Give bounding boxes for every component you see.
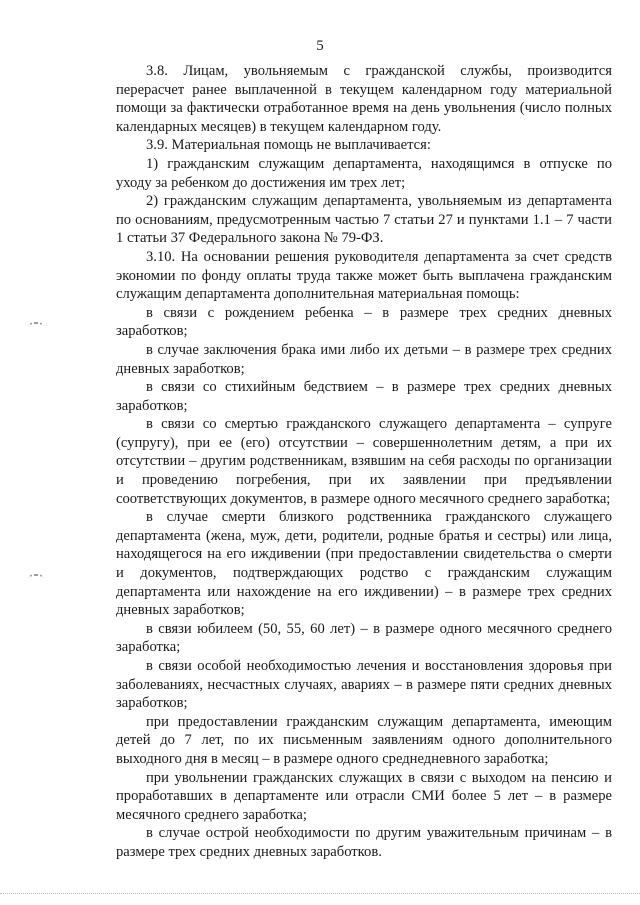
page-number: 5 bbox=[316, 38, 324, 54]
list-item-other-reasons: в случае острой необходимости по другим уважительным причинам – в размере трех средних дневных заработков. bbox=[116, 825, 612, 860]
scan-bottom-edge bbox=[0, 893, 640, 894]
list-item-3-9-2: 2) гражданским служащим департамента, увольняемым из департамента по основаниям, предусмотренным частью 7 статьи 27 и пунктами 1.1 – 7 части 1 статьи 37 Федерального закона № 79-ФЗ. bbox=[116, 193, 612, 247]
list-item-jubilee: в связи юбилеем (50, 55, 60 лет) – в размере одного месячного среднего заработка; bbox=[116, 620, 612, 656]
list-item-3-9-1: 1) гражданским служащим департамента, находящимся в отпуске по уходу за ребенком до достижения им трех лет; bbox=[116, 155, 612, 191]
list-item-marriage: в случае заключения брака ими либо их детьми – в размере трех средних дневных заработков; bbox=[116, 341, 612, 377]
list-item-employee-death: в связи со смертью гражданского служащего департамента – супруге (супругу), при ее (его) отсутствии – совершеннолетним детям, а при их отсутствии – другим родственникам, взявшим на себя расходы по организации и проведению погребения, при их заявлении при предъявлении соответствующих документов, в размере одного месячного среднего заработка; bbox=[116, 416, 612, 507]
paragraph-3-10: 3.10. На основании решения руководителя департамента за счет средств экономии по фонду оплаты труда также может быть выплачена гражданским служащим департамента дополнительная материальная помощь: bbox=[116, 248, 612, 303]
document-body bbox=[116, 62, 612, 862]
list-item-birth: в связи с рождением ребенка – в размере трех средних дневных заработков; bbox=[116, 304, 612, 340]
scan-artifact-mark bbox=[28, 322, 44, 330]
list-item-extra-day-off: при предоставлении гражданским служащим департамента, имеющим детей до 7 лет, по их письменным заявлениям одного дополнительного выходного дня в месяц – в размере одного среднедневного заработка; bbox=[116, 713, 612, 767]
paragraph-3-8: 3.8. Лицам, увольняемым с гражданской службы, производится перерасчет ранее выплаченной в текущем календарном году материальной помощи за фактически отработанное время на день увольнения (число полных календарных месяцев) в текущем календарном году. bbox=[116, 63, 612, 135]
paragraph-3-9: 3.9. Материальная помощь не выплачивается: bbox=[146, 137, 431, 154]
list-item-relative-death: в случае смерти близкого родственника гражданского служащего департамента (жена, муж, дети, родители, родные братья и сестры) или лица, находящегося на его иждивении (при предоставлении свидетельства о смерти и документов, подтверждающих родство с гражданским служащим департамента или нахождение на его иждивении) – в размере трех средних дневных заработков; bbox=[116, 509, 612, 619]
list-item-medical: в связи особой необходимостью лечения и восстановления здоровья при заболеваниях, несчастных случаях, авариях – в размере пяти средних дневных заработков; bbox=[116, 658, 612, 712]
list-item-disaster: в связи со стихийным бедствием – в размере трех средних дневных заработков; bbox=[116, 379, 612, 414]
list-item-retirement: при увольнении гражданских служащих в связи с выходом на пенсию и проработавших в департаменте или отрасли СМИ более 5 лет – в размере месячного среднего заработка; bbox=[116, 769, 612, 823]
scan-artifact-mark bbox=[28, 574, 44, 582]
